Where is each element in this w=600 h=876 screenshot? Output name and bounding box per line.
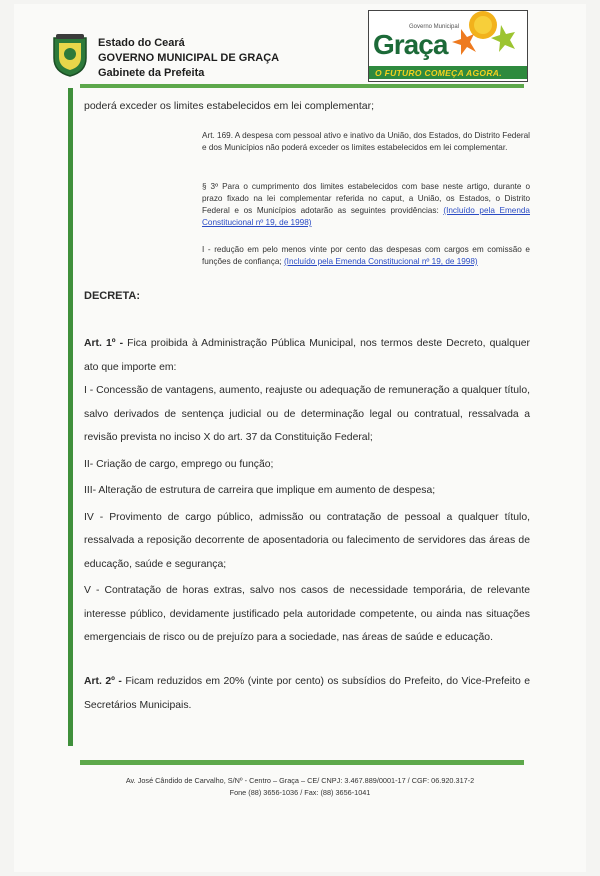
footer-phone: Fone (88) 3656-1036 / Fax: (88) 3656-1041 <box>229 788 371 797</box>
logo-subtitle: Governo Municipal <box>409 24 460 30</box>
logo-slogan: O FUTURO COMEÇA AGORA. <box>375 68 502 78</box>
office-name: Gabinete da Prefeita <box>98 67 205 79</box>
article-1-label: Art. 1º - <box>84 338 124 349</box>
quote-inciso-1-text: I - redução em pelo menos vinte por cento das despesas com cargos em comissão e funções de confiança; <box>202 245 530 266</box>
intro-line: poderá exceder os limites estabelecidos em lei complementar; <box>84 100 375 112</box>
footer-divider <box>80 760 524 765</box>
article-2-text: Ficam reduzidos em 20% (vinte por cento) os subsídios do Prefeito, do Vice-Prefeito e Secretários Municipais. <box>84 676 530 711</box>
left-green-bar <box>68 88 73 746</box>
article-1-item-v: V - Contratação de horas extras, salvo nos casos de necessidade temporária, de relevante interesse público, devidamente justificado pela autoridade competente, ou ainda nas situações emergenciais de risco ou de prejuízo para a sociedade, nas áreas de saúde e educação. <box>84 585 530 643</box>
article-1-item-i: I - Concessão de vantagens, aumento, reajuste ou adequação de remuneração a qualquer título, salvo derivados de sentença judicial ou de determinação legal ou contratual, ressalvada a revisão prevista no inciso X do art. 37 da Constituição Federal; <box>84 385 530 443</box>
quote-inciso-1 <box>202 244 530 268</box>
municipal-logo <box>368 10 528 82</box>
state-coat-of-arms-icon <box>50 34 90 78</box>
quote-paragraph-3-link[interactable]: (Incluído pela Emenda Constitucional nº 19, de 1998) <box>202 206 530 227</box>
article-2-label: Art. 2º - <box>84 676 122 687</box>
quote-paragraph-3 <box>202 181 530 229</box>
state-name: Estado do Ceará <box>98 37 185 49</box>
logo-wordmark: Graça <box>373 29 448 60</box>
article-1-item-iii: III- Alteração de estrutura de carreira que implique em aumento de despesa; <box>84 485 436 496</box>
article-1-text: Fica proibida à Administração Pública Municipal, nos termos deste Decreto, qualquer ato que importe em: <box>84 338 531 373</box>
article-1 <box>84 332 530 650</box>
sun-and-figures-icon <box>439 11 527 59</box>
footer <box>0 775 600 799</box>
quote-art-169: Art. 169. A despesa com pessoal ativo e inativo da União, dos Estados, do Distrito Federal e dos Municípios não poderá exceder os limites estabelecidos em lei complementar. <box>202 131 530 152</box>
footer-address: Av. José Cândido de Carvalho, S/Nº - Centro – Graça – CE/ CNPJ: 3.467.889/0001-17 / CGF: 06.920.317-2 <box>125 776 475 785</box>
article-1-intro <box>84 332 530 379</box>
header-title-block <box>98 36 279 81</box>
article-1-item-ii: II- Criação de cargo, emprego ou função; <box>84 458 274 470</box>
header-divider <box>80 84 524 88</box>
article-2 <box>84 670 530 717</box>
government-name: GOVERNO MUNICIPAL DE GRAÇA <box>98 52 280 64</box>
quote-paragraph-3-text: § 3º Para o cumprimento dos limites estabelecidos com base neste artigo, durante o prazo fixado na lei complementar referida no caput, a União, os Estados, o Distrito Federal e os Municípios adotarão as seguintes providências: <box>202 182 530 215</box>
article-1-item-iv: IV - Provimento de cargo público, admissão ou contratação de pessoal a qualquer título, ressalvada a reposição decorrente de aposentadoria ou falecimento de servidores das áreas de educação, saúde e segurança; <box>84 511 530 570</box>
quote-inciso-1-link[interactable]: (Incluído pela Emenda Constitucional nº 19, de 1998) <box>283 257 478 266</box>
decreta-heading: DECRETA: <box>84 290 141 302</box>
